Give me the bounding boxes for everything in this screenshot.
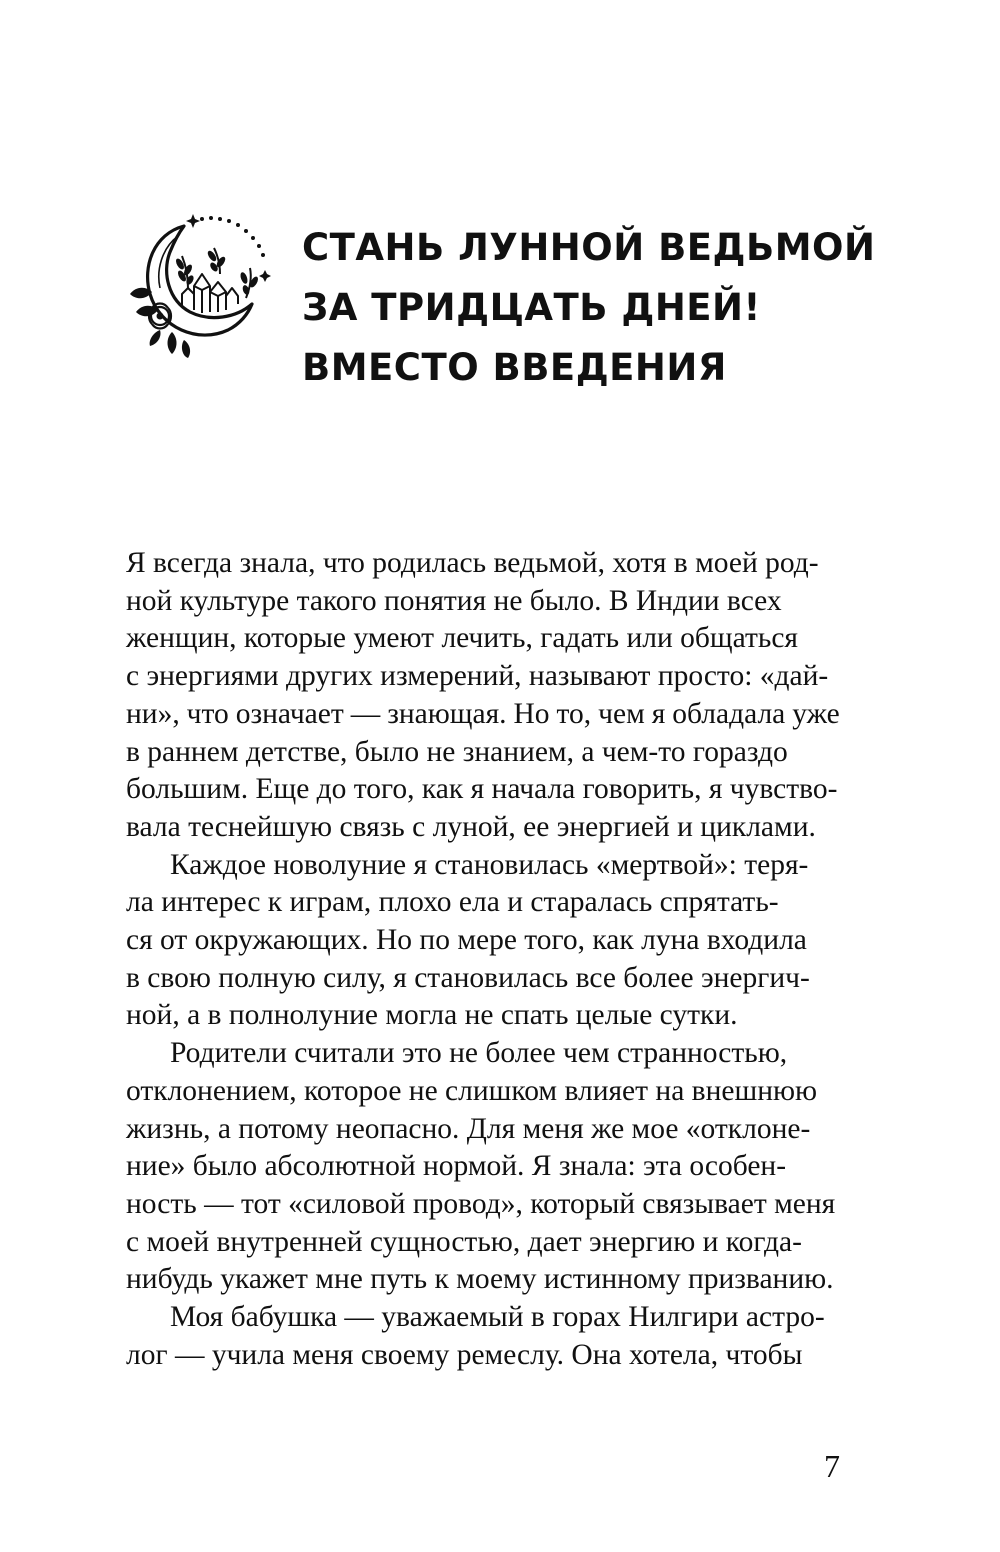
text-line: ла интерес к играм, плохо ела и старалась спрятать- [126,886,779,919]
crescent-moon-crystals-emblem-icon [122,212,274,360]
text-line: ни», что означает — знающая. Но то, чем я обладала уже [126,697,840,730]
chapter-title-line-2: ЗА ТРИДЦАТЬ ДНЕЙ! [302,286,761,329]
text-line: отклонением, которое не слишком влияет на внешнюю [126,1074,818,1107]
text-line: женщин, которые умеют лечить, гадать или общаться [126,622,798,655]
text-line: большим. Еще до того, как я начала говорить, я чувство- [126,773,838,806]
text-line: в раннем детстве, было не знанием, а чем-то гораздо [126,735,788,768]
text-line: вала теснейшую связь с луной, ее энергией и циклами. [126,810,816,843]
chapter-title-line-3: ВМЕСТО ВВЕДЕНИЯ [302,346,727,389]
text-line: ной, а в полнолуние могла не спать целые сутки. [126,999,738,1032]
text-line: ние» было абсолютной нормой. Я знала: эта особен- [126,1150,787,1183]
text-line: ность — тот «силовой провод», который связывает меня [126,1187,836,1220]
chapter-body-text [126,545,840,1374]
text-line: нибудь укажет мне путь к моему истинному призванию. [126,1263,834,1296]
text-line: лог — учила меня своему ремеслу. Она хотела, чтобы [126,1338,803,1371]
text-line: с моей внутренней сущностью, дает энергию и когда- [126,1225,802,1258]
chapter-title [302,218,875,398]
text-line: Я всегда знала, что родилась ведьмой, хотя в моей род- [126,547,819,579]
paragraph-4 [126,1299,840,1374]
paragraph-3 [126,1035,840,1299]
text-line: Моя бабушка — уважаемый в горах Нилгири астро- [170,1301,825,1334]
page-number: 7 [824,1448,840,1484]
text-line: в свою полную силу, я становилась все более энергич- [126,961,810,994]
paragraph-2 [126,847,840,1036]
paragraph-1 [126,545,840,847]
text-line: с энергиями других измерений, называют просто: «дай- [126,660,829,693]
chapter-title-line-1: СТАНЬ ЛУННОЙ ВЕДЬМОЙ [302,226,876,269]
text-line: Каждое новолуние я становилась «мертвой»: теря- [170,848,809,881]
text-line: ся от окружающих. Но по мере того, как луна входила [126,924,807,957]
text-line: Родители считали это не более чем странностью, [170,1037,788,1070]
text-line: ной культуре такого понятия не было. В Индии всех [126,584,782,617]
text-line: жизнь, а потому неопасно. Для меня же мое «отклоне- [126,1112,811,1145]
